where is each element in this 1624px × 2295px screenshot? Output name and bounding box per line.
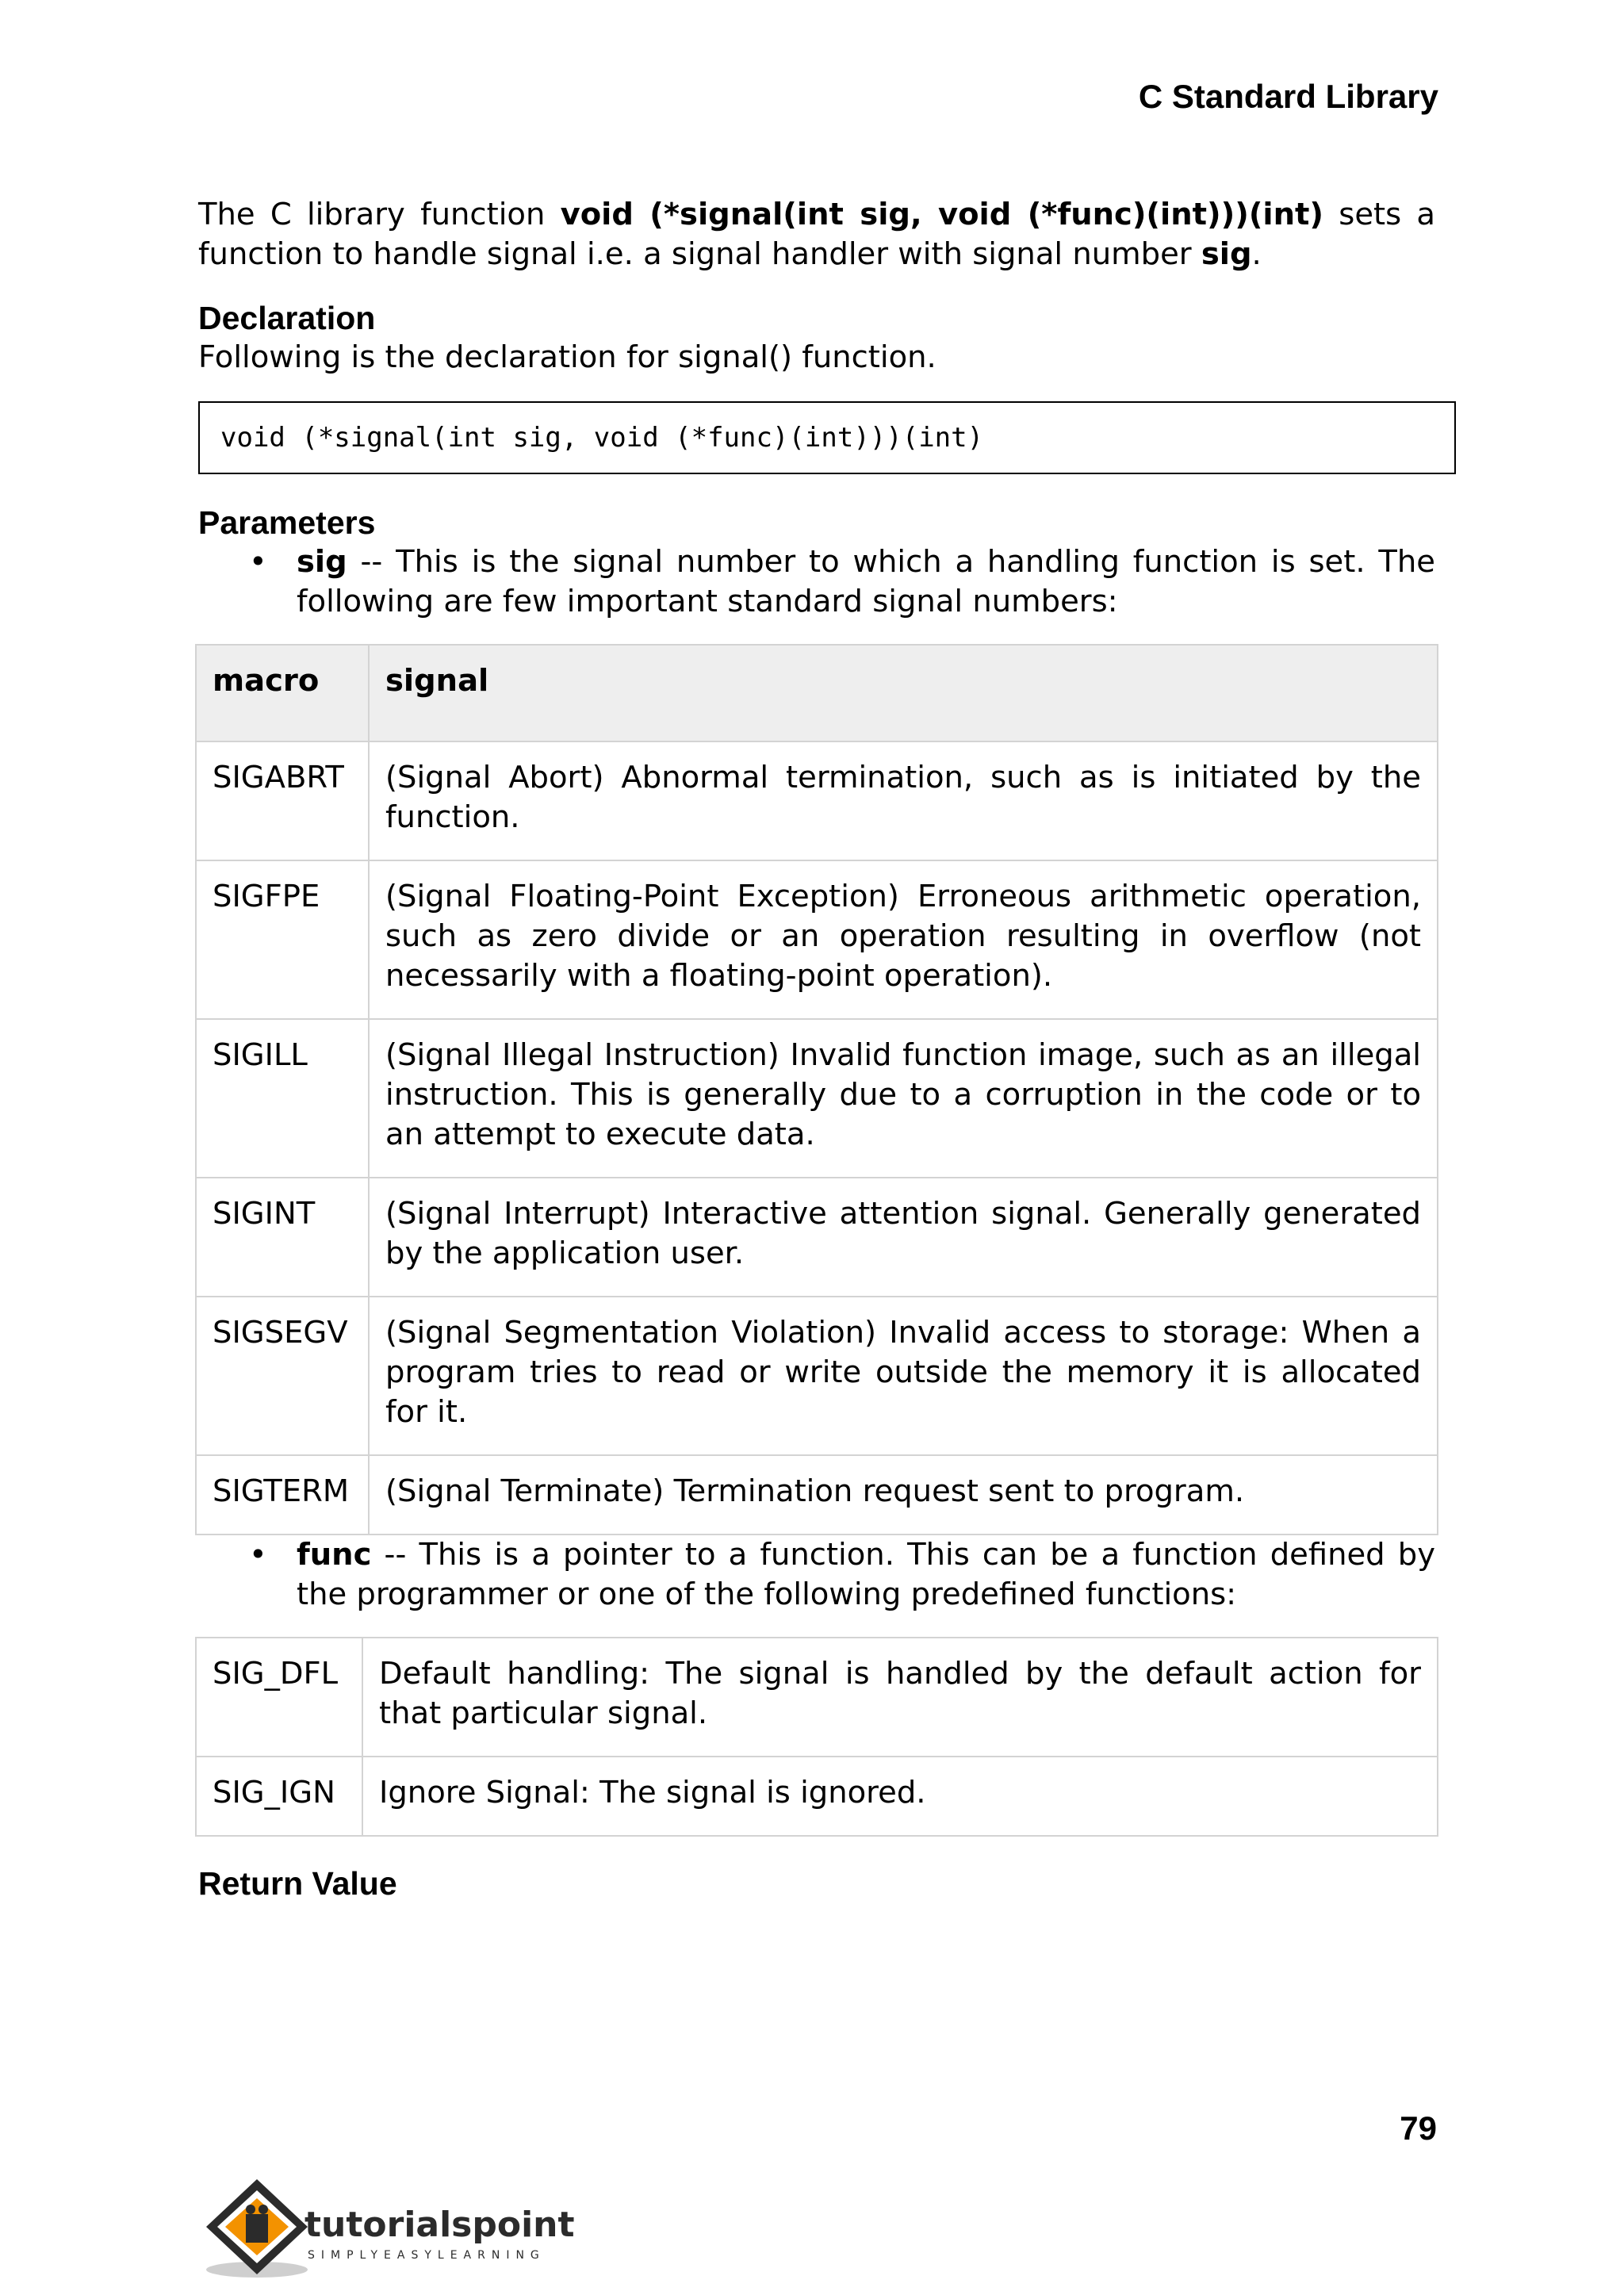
signal-description: (Signal Abort) Abnormal termination, such as is initiated by the function. [369,741,1438,860]
param-func-name: func [297,1537,372,1573]
table-row [196,1638,1438,1757]
signal-table-header-signal: signal [369,645,1438,741]
table-row [196,1757,1438,1836]
intro-text-1: The C library function [198,197,561,232]
declaration-code: void (*signal(int sig, void (*func)(int)))(int) [220,422,984,454]
func-description: Default handling: The signal is handled by the default action for that particular signal. [362,1638,1438,1757]
table-row [196,860,1438,1019]
signal-table-header-macro: macro [196,645,369,741]
macro-cell: SIGILL [196,1019,369,1178]
return-value-heading: Return Value [198,1865,397,1902]
table-row [196,1297,1438,1455]
intro-param: sig [1201,236,1252,272]
signal-description: (Signal Terminate) Termination request sent to program. [369,1455,1438,1534]
signal-table-header-row [196,645,1438,741]
table-row [196,1455,1438,1534]
bullet-icon: • [249,1537,267,1573]
declaration-code-box [198,401,1456,474]
macro-cell: SIG_IGN [196,1757,362,1836]
signal-description: (Signal Segmentation Violation) Invalid access to storage: When a program tries to read or write outside the memory it is allocated for it. [369,1297,1438,1455]
bullet-icon: • [249,544,267,580]
macro-cell: SIG_DFL [196,1638,362,1757]
intro-text-2: sets a function to handle signal i.e. a signal handler with signal number [198,197,1436,272]
param-sig-name: sig [297,544,347,580]
declaration-text: Following is the declaration for signal() function. [198,339,936,375]
tutorialspoint-logo [195,2173,576,2284]
macro-cell: SIGINT [196,1178,369,1297]
signal-description: (Signal Illegal Instruction) Invalid function image, such as an illegal instruction. This is generally due to a corruption in the code or to an attempt to execute data. [369,1019,1438,1178]
param-func-item [198,1535,1435,1615]
table-row [196,1019,1438,1178]
macro-cell: SIGSEGV [196,1297,369,1455]
logo-tagline: SIMPLYEASYLEARNING [308,2249,546,2262]
macro-cell: SIGABRT [196,741,369,860]
param-sig-text: -- This is the signal number to which a handling function is set. The following are few important standard signal numbers: [297,544,1435,619]
signal-description: (Signal Interrupt) Interactive attention signal. Generally generated by the application user. [369,1178,1438,1297]
main-content [198,195,1435,1903]
signal-table [195,644,1438,1535]
declaration-heading: Declaration [198,300,376,336]
intro-text-3: . [1251,236,1262,272]
param-func-text: -- This is a pointer to a function. This can be a function defined by the programmer or one of the following predefined functions: [297,1537,1435,1612]
signal-description: (Signal Floating-Point Exception) Erroneous arithmetic operation, such as zero divide or an operation resulting in overflow (not necessarily with a floating-point operation). [369,860,1438,1019]
intro-signature: void (*signal(int sig, void (*func)(int)))(int) [560,197,1324,232]
table-row [196,741,1438,860]
table-row [196,1178,1438,1297]
page-header-title: C Standard Library [1138,78,1438,115]
logo-text: tutorialspoint [304,2205,575,2245]
param-sig-item [198,542,1435,622]
func-table [195,1637,1438,1837]
page-number: 79 [1400,2109,1437,2147]
macro-cell: SIGFPE [196,860,369,1019]
parameters-heading: Parameters [198,504,376,541]
func-description: Ignore Signal: The signal is ignored. [362,1757,1438,1836]
macro-cell: SIGTERM [196,1455,369,1534]
intro-paragraph [198,195,1435,274]
